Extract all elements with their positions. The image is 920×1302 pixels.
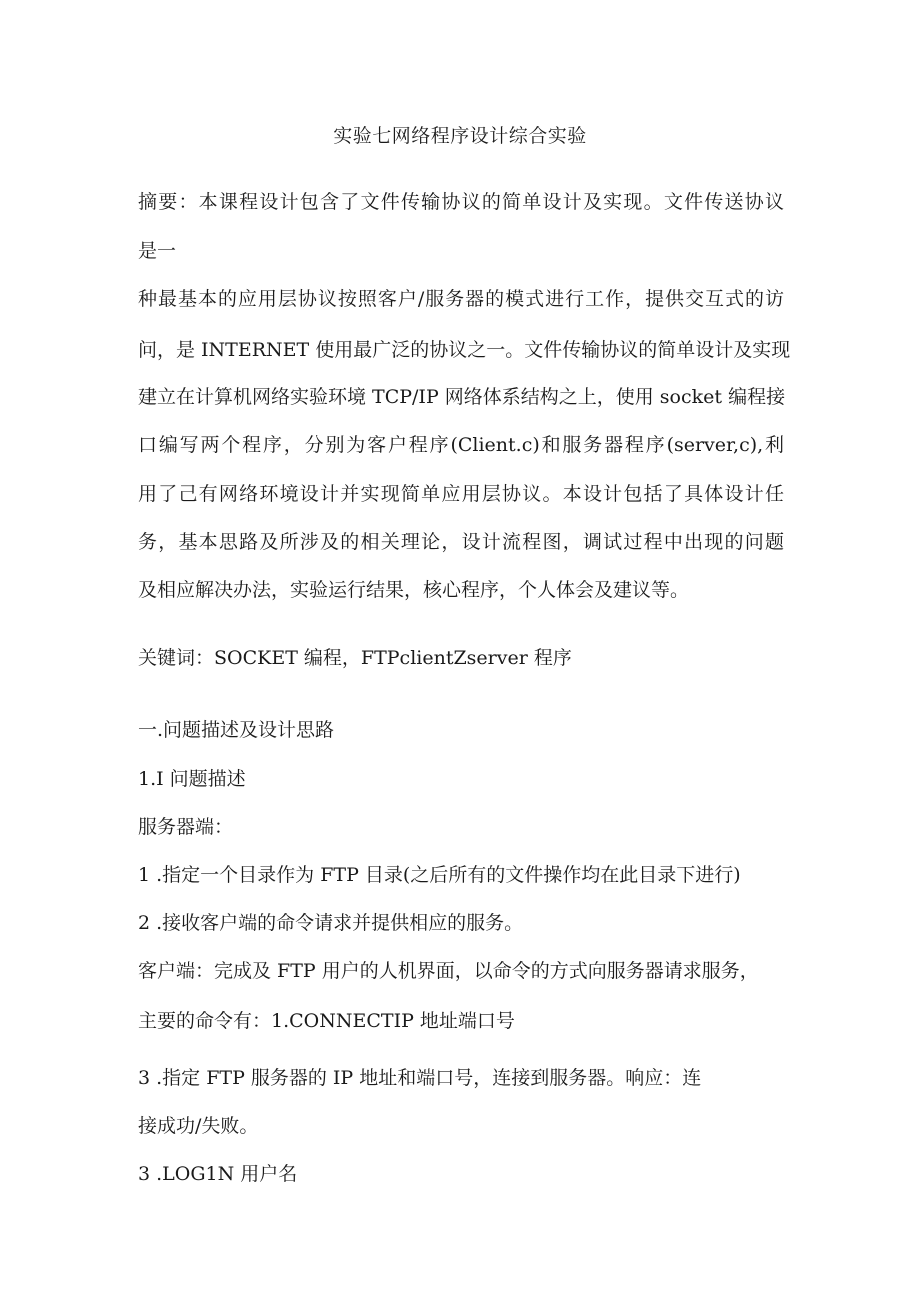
abstract-line: 口编写两个程序，分别为客户程序(Client.c)和服务器程序(server,c),利	[138, 434, 784, 456]
abstract-line: 是一	[138, 240, 177, 262]
abstract-line: 种最基本的应用层协议按照客户/服务器的模式进行工作，提供交互式的访	[138, 288, 784, 310]
section-heading: 一.问题描述及设计思路	[138, 719, 335, 741]
numbered-item: 3 .LOG1N 用户名	[138, 1163, 298, 1185]
abstract-line: 问，是 INTERNET 使用最广泛的协议之一。文件传输协议的简单设计及实现	[138, 339, 791, 361]
abstract-line: 务，基本思路及所涉及的相关理论，设计流程图，调试过程中出现的问题	[138, 531, 784, 553]
abstract-line: 用了己有网络环境设计并实现简单应用层协议。本设计包括了具体设计任	[138, 483, 784, 505]
server-item: 2 .接收客户端的命令请求并提供相应的服务。	[138, 912, 524, 934]
abstract-line: 及相应解决办法，实验运行结果，核心程序，个人体会及建议等。	[138, 579, 690, 601]
server-item: 1 .指定一个目录作为 FTP 目录(之后所有的文件操作均在此目录下进行)	[138, 864, 741, 886]
abstract-line: 建立在计算机网络实验环境 TCP/IP 网络体系结构之上，使用 socket 编程接	[138, 386, 786, 408]
server-label: 服务器端：	[138, 816, 234, 838]
numbered-item: 接成功/失败。	[138, 1115, 259, 1137]
document-title: 实验七网络程序设计综合实验	[333, 125, 587, 147]
abstract-line: 摘要：本课程设计包含了文件传输协议的简单设计及实现。文件传送协议	[138, 191, 784, 213]
numbered-item: 3 .指定 FTP 服务器的 IP 地址和端口号，连接到服务器。响应：连	[138, 1067, 702, 1089]
keywords-line: 关键词：SOCKET 编程，FTPclientZserver 程序	[138, 647, 572, 669]
client-line: 客户端：完成及 FTP 用户的人机界面，以命令的方式向服务器请求服务，	[138, 960, 759, 982]
client-line: 主要的命令有：1.CONNECTIP 地址端口号	[138, 1010, 515, 1032]
subsection-heading: 1.I 问题描述	[138, 768, 246, 790]
